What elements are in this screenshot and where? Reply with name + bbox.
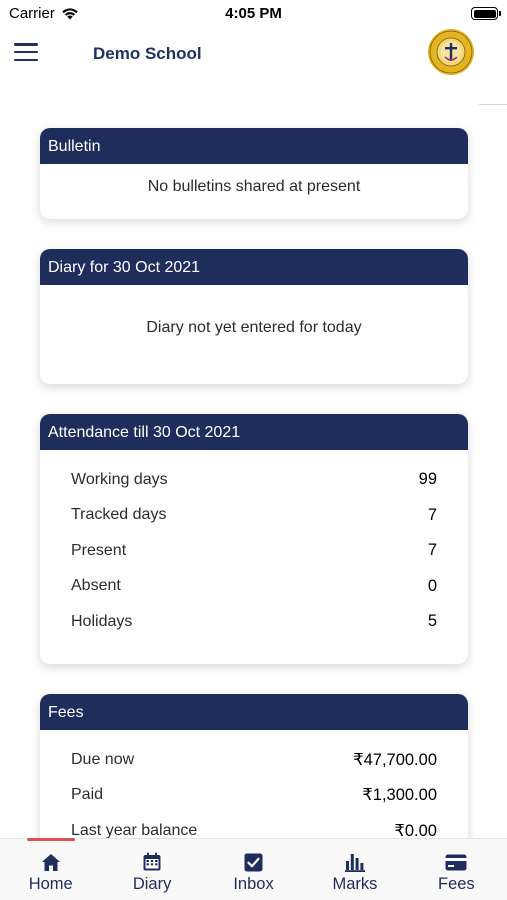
fees-row-last-year-balance xyxy=(40,813,468,838)
attendance-card[interactable] xyxy=(40,414,468,664)
attendance-row-tracked-days xyxy=(40,498,468,534)
school-crest-icon[interactable] xyxy=(427,28,475,76)
carrier-label: Carrier xyxy=(9,5,55,22)
tab-marks[interactable] xyxy=(304,839,405,900)
tab-inbox-label: Inbox xyxy=(233,875,274,893)
attendance-row-absent xyxy=(40,569,468,605)
attendance-value: 0 xyxy=(427,576,437,595)
attendance-value: 7 xyxy=(427,505,437,524)
diary-card-title: Diary for 30 Oct 2021 xyxy=(40,249,468,285)
fees-card[interactable] xyxy=(40,694,468,838)
status-time: 4:05 PM xyxy=(225,5,282,22)
bar-chart-icon xyxy=(344,851,366,873)
app-header xyxy=(0,28,507,78)
attendance-value: 5 xyxy=(427,612,437,631)
fees-row-due-now xyxy=(40,742,468,778)
fees-card-title: Fees xyxy=(40,694,468,730)
attendance-value: 7 xyxy=(427,541,437,560)
tab-home-label: Home xyxy=(28,875,73,893)
attendance-list xyxy=(40,450,468,640)
status-bar xyxy=(0,0,507,28)
tab-diary[interactable] xyxy=(101,839,202,900)
credit-card-icon xyxy=(445,851,467,873)
diary-empty-text: Diary not yet entered for today xyxy=(146,319,362,336)
attendance-label: Holidays xyxy=(71,612,133,630)
fees-row-paid xyxy=(40,778,468,814)
fees-label: Due now xyxy=(71,750,135,768)
home-icon xyxy=(40,851,62,873)
attendance-value: 99 xyxy=(418,470,437,489)
diary-card[interactable] xyxy=(40,249,468,384)
hamburger-menu-icon[interactable] xyxy=(14,43,38,61)
attendance-row-present xyxy=(40,533,468,569)
inbox-check-icon xyxy=(243,851,265,873)
battery-icon xyxy=(471,7,498,20)
attendance-label: Present xyxy=(71,541,127,559)
tab-home[interactable] xyxy=(0,839,101,900)
fees-list xyxy=(40,730,468,838)
tab-diary-label: Diary xyxy=(132,875,172,893)
tab-bar xyxy=(0,838,507,900)
home-content[interactable] xyxy=(0,80,507,838)
calendar-icon xyxy=(141,851,163,873)
tab-marks-label: Marks xyxy=(332,875,378,893)
fees-value: ₹47,700.00 xyxy=(353,750,437,769)
school-name: Demo School xyxy=(93,44,202,63)
tab-inbox[interactable] xyxy=(203,839,304,900)
attendance-row-working-days xyxy=(40,462,468,498)
fees-value: ₹1,300.00 xyxy=(362,786,437,805)
fees-label: Last year balance xyxy=(71,821,198,838)
bulletin-card-title: Bulletin xyxy=(40,128,468,164)
tab-fees[interactable] xyxy=(406,839,507,900)
fees-value: ₹0.00 xyxy=(394,821,437,838)
bulletin-card xyxy=(40,128,468,219)
attendance-label: Absent xyxy=(71,577,121,595)
attendance-label: Working days xyxy=(71,470,168,488)
attendance-row-holidays xyxy=(40,604,468,640)
fees-label: Paid xyxy=(71,786,104,804)
attendance-label: Tracked days xyxy=(71,506,167,524)
bulletin-empty-text: No bulletins shared at present xyxy=(147,178,361,195)
attendance-card-title: Attendance till 30 Oct 2021 xyxy=(40,414,468,450)
tab-fees-label: Fees xyxy=(437,875,475,893)
